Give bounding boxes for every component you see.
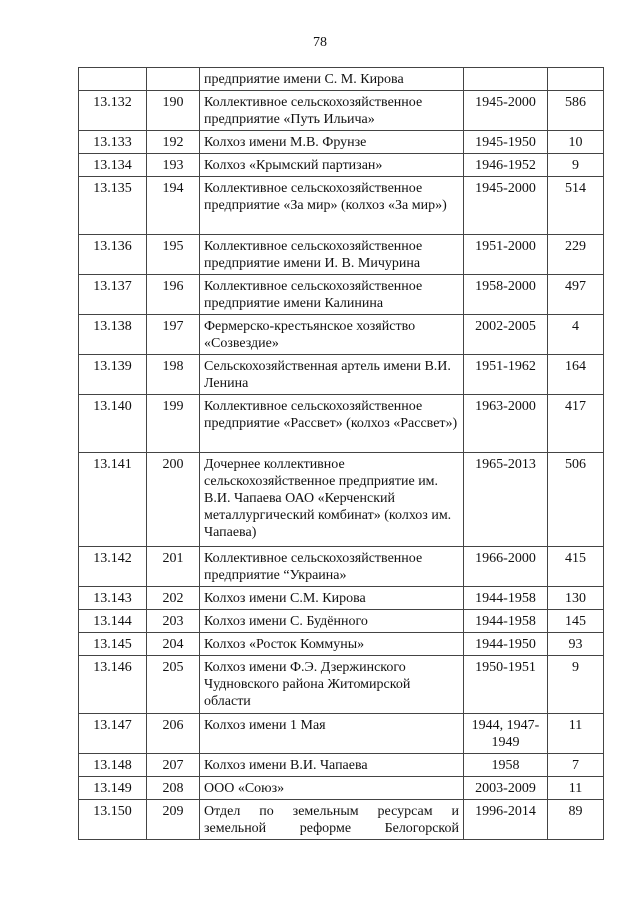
fund-name-cell: Коллективное сельскохозяйственное предприятие имени И. В. Мичурина [200,235,464,275]
fund-name-cell: Колхоз имени С.М. Кирова [200,587,464,610]
table-row [79,547,604,587]
table-body [79,68,604,840]
fund-number-cell: 190 [147,91,200,131]
units-count-cell: 11 [548,777,604,800]
fund-number-cell: 198 [147,355,200,395]
fund-number-cell: 200 [147,453,200,547]
table-row [79,453,604,547]
fund-name-cell: Дочернее коллективное сельскохозяйственное предприятие им. В.И. Чапаева ОАО «Керченский металлургический комбинат» (колхоз им. Чапаева) [200,453,464,547]
fund-number-cell: 197 [147,315,200,355]
units-count-cell: 7 [548,754,604,777]
units-count-cell: 417 [548,395,604,453]
units-count-cell: 145 [548,610,604,633]
fund-number-cell: 207 [147,754,200,777]
fund-number-cell: 193 [147,154,200,177]
table-row [79,91,604,131]
fund-name-cell: Колхоз «Крымский партизан» [200,154,464,177]
date-range-cell: 1958 [464,754,548,777]
units-count-cell: 4 [548,315,604,355]
fund-number-cell: 194 [147,177,200,235]
row-number-cell: 13.138 [79,315,147,355]
fund-name-cell: Сельскохозяйственная артель имени В.И. Ленина [200,355,464,395]
row-number-cell: 13.140 [79,395,147,453]
row-number-cell: 13.137 [79,275,147,315]
date-range-cell: 1946-1952 [464,154,548,177]
row-number-cell: 13.134 [79,154,147,177]
fund-name-cell: Колхоз имени Ф.Э. Дзержинского Чудновского района Житомирской области [200,656,464,714]
table-row [79,754,604,777]
fund-name-cell: Фермерско-крестьянское хозяйство «Созвездие» [200,315,464,355]
row-number-cell: 13.143 [79,587,147,610]
fund-number-cell: 208 [147,777,200,800]
fund-name-cell: Коллективное сельскохозяйственное предприятие имени Калинина [200,275,464,315]
date-range-cell [464,68,548,91]
fund-name-cell: Коллективное сельскохозяйственное предприятие “Украина» [200,547,464,587]
table-row [79,315,604,355]
units-count-cell: 497 [548,275,604,315]
fund-name-cell: Коллективное сельскохозяйственное предприятие «Рассвет» (колхоз «Рассвет») [200,395,464,453]
units-count-cell: 9 [548,154,604,177]
fund-number-cell: 195 [147,235,200,275]
date-range-cell: 1963-2000 [464,395,548,453]
row-number-cell: 13.142 [79,547,147,587]
table-row [79,610,604,633]
fund-name-cell: Отдел по земельным ресурсам и земельной реформе Белогорской [200,800,464,840]
table-row [79,131,604,154]
fund-name-cell: Колхоз имени С. Будённого [200,610,464,633]
fund-name-cell: Коллективное сельскохозяйственное предприятие «Путь Ильича» [200,91,464,131]
units-count-cell: 11 [548,714,604,754]
units-count-cell: 10 [548,131,604,154]
fund-name-cell: предприятие имени С. М. Кирова [200,68,464,91]
table-row [79,355,604,395]
fund-number-cell: 201 [147,547,200,587]
row-number-cell: 13.132 [79,91,147,131]
row-number-cell: 13.148 [79,754,147,777]
fund-number-cell: 203 [147,610,200,633]
date-range-cell: 1951-1962 [464,355,548,395]
units-count-cell: 130 [548,587,604,610]
fund-number-cell: 206 [147,714,200,754]
units-count-cell: 415 [548,547,604,587]
date-range-cell: 1944-1958 [464,610,548,633]
date-range-cell: 1996-2014 [464,800,548,840]
table-row [79,154,604,177]
row-number-cell: 13.139 [79,355,147,395]
table-row [79,633,604,656]
fund-name-cell: Колхоз «Росток Коммуны» [200,633,464,656]
units-count-cell: 229 [548,235,604,275]
date-range-cell: 2002-2005 [464,315,548,355]
fund-name-cell: Колхоз имени М.В. Фрунзе [200,131,464,154]
fund-number-cell: 202 [147,587,200,610]
date-range-cell: 1944-1958 [464,587,548,610]
date-range-cell: 1951-2000 [464,235,548,275]
date-range-cell: 1944-1950 [464,633,548,656]
date-range-cell: 1965-2013 [464,453,548,547]
row-number-cell: 13.141 [79,453,147,547]
units-count-cell: 164 [548,355,604,395]
units-count-cell: 93 [548,633,604,656]
table-row [79,714,604,754]
table-row [79,177,604,235]
fund-name-cell: Коллективное сельскохозяйственное предприятие «За мир» (колхоз «За мир») [200,177,464,235]
date-range-cell: 2003-2009 [464,777,548,800]
units-count-cell: 9 [548,656,604,714]
row-number-cell: 13.135 [79,177,147,235]
table-row [79,275,604,315]
fund-name-cell: Колхоз имени В.И. Чапаева [200,754,464,777]
fund-number-cell: 209 [147,800,200,840]
date-range-cell: 1945-2000 [464,91,548,131]
date-range-cell: 1950-1951 [464,656,548,714]
units-count-cell: 586 [548,91,604,131]
fund-number-cell: 205 [147,656,200,714]
page-number: 78 [313,35,327,50]
units-count-cell: 506 [548,453,604,547]
fund-number-cell: 196 [147,275,200,315]
date-range-cell: 1945-2000 [464,177,548,235]
row-number-cell: 13.150 [79,800,147,840]
table-row [79,587,604,610]
table-row [79,235,604,275]
units-count-cell: 514 [548,177,604,235]
row-number-cell [79,68,147,91]
fund-number-cell: 199 [147,395,200,453]
table-row [79,395,604,453]
table-row [79,777,604,800]
date-range-cell: 1966-2000 [464,547,548,587]
fund-name-cell: ООО «Союз» [200,777,464,800]
units-count-cell: 89 [548,800,604,840]
table-row [79,68,604,91]
units-count-cell [548,68,604,91]
table-row [79,800,604,840]
table-row [79,656,604,714]
row-number-cell: 13.149 [79,777,147,800]
date-range-cell: 1945-1950 [464,131,548,154]
row-number-cell: 13.136 [79,235,147,275]
fund-number-cell [147,68,200,91]
fund-number-cell: 192 [147,131,200,154]
row-number-cell: 13.133 [79,131,147,154]
fund-name-cell: Колхоз имени 1 Мая [200,714,464,754]
row-number-cell: 13.147 [79,714,147,754]
date-range-cell: 1958-2000 [464,275,548,315]
fund-number-cell: 204 [147,633,200,656]
row-number-cell: 13.144 [79,610,147,633]
date-range-cell: 1944, 1947-1949 [464,714,548,754]
row-number-cell: 13.146 [79,656,147,714]
row-number-cell: 13.145 [79,633,147,656]
archive-fund-table [78,67,604,840]
